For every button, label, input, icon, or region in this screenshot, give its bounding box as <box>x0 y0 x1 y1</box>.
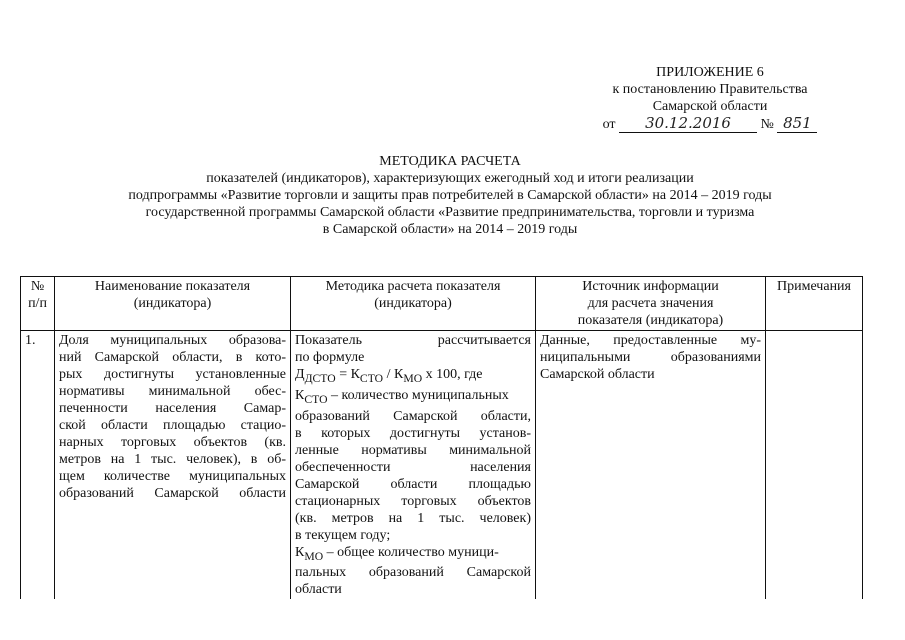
appendix-title: ПРИЛОЖЕНИЕ 6 <box>656 65 764 80</box>
header-name-line: (индикатора) <box>133 296 212 311</box>
document-title: МЕТОДИКА РАСЧЕТА <box>379 154 521 169</box>
date-prefix: от <box>602 117 616 132</box>
header-source-line: Источник информации <box>582 279 719 294</box>
source-line: ниципальными образованиями <box>540 350 761 365</box>
definition-text: – общее количество муници- <box>323 544 499 560</box>
information-source-cell <box>536 331 766 600</box>
indicator-name-line: ской области площадью стацио- <box>59 418 286 433</box>
indicator-name-line: нарных торговых объектов (кв. <box>59 435 286 450</box>
indicator-name-cell <box>55 331 291 600</box>
method-line: образований Самарской области, <box>295 408 531 424</box>
indicator-name-line: рых достигнуты установленные <box>59 367 286 382</box>
definition-kmo <box>295 544 531 565</box>
method-line: в текущем году; <box>295 527 391 543</box>
header-number <box>21 277 55 331</box>
header-number-line: п/п <box>28 296 47 311</box>
indicator-name-line: печенности населения Самар- <box>59 401 286 416</box>
method-line: (кв. метров на 1 тыс. человек) <box>295 510 531 526</box>
source-line: Самарской области <box>540 367 655 382</box>
notes-cell <box>766 331 863 600</box>
indicator-name-line: нормативы минимальной обес- <box>59 384 286 399</box>
calculation-method-cell <box>291 331 536 600</box>
formula-part: Д <box>295 367 305 382</box>
method-line: стационарных торговых объектов <box>295 493 531 509</box>
table-row <box>21 331 863 600</box>
definition-subscript: МО <box>304 549 324 563</box>
heading-line-4: в Самарской области» на 2014 – 2019 годы <box>322 222 578 237</box>
header-number-line: № <box>30 279 45 294</box>
definition-symbol: К <box>295 544 305 560</box>
header-method-line: (индикатора) <box>374 296 452 311</box>
heading-line-2: подпрограммы «Развитие торговли и защиты прав потребителей в Самарской области» на 2014 – 2019 годы <box>128 188 772 203</box>
method-line: Самарской области площадью <box>295 476 531 492</box>
appendix-block <box>560 64 860 132</box>
handwritten-date: 30.12.2016 <box>619 115 757 133</box>
appendix-line-3: Самарской области <box>652 99 768 114</box>
indicator-name-line: Доля муниципальных образова- <box>59 333 286 348</box>
header-notes <box>766 277 863 331</box>
definition-subscript: СТО <box>304 392 328 406</box>
indicator-name-line: щем количестве муниципальных <box>59 469 286 484</box>
method-line: области <box>295 582 342 598</box>
number-prefix: № <box>760 117 774 132</box>
appendix-date-row <box>560 115 860 132</box>
formula-part: / К <box>383 367 404 382</box>
header-name-line: Наименование показателя <box>94 279 251 294</box>
definition-kcto <box>295 387 531 408</box>
appendix-line-2: к постановлению Правительства <box>612 82 808 97</box>
method-line: обеспеченности населения <box>295 459 531 475</box>
header-source-line: показателя (индикатора) <box>577 313 724 328</box>
handwritten-number: 851 <box>777 115 817 133</box>
header-calculation-method <box>291 277 536 331</box>
method-line: по формуле <box>295 350 365 365</box>
method-line: в которых достигнуты установ- <box>295 425 531 441</box>
formula-part: х 100, где <box>422 367 483 382</box>
header-method-line: Методика расчета показателя <box>325 279 501 294</box>
document-heading <box>60 153 840 238</box>
formula-part: = К <box>335 367 360 382</box>
indicator-name-line: образований Самарской области <box>59 486 286 501</box>
heading-line-1: показателей (индикаторов), характеризующих ежегодный ход и итоги реализации <box>206 171 694 186</box>
heading-line-3: государственной программы Самарской области «Развитие предпринимательства, торговли и туризма <box>145 205 755 220</box>
formula-subscript: ДСТО <box>304 371 336 385</box>
table-header-row <box>21 277 863 331</box>
formula-line <box>295 366 531 387</box>
source-line: Данные, предоставленные му- <box>540 333 761 348</box>
definition-text: – количество муниципальных <box>327 387 509 403</box>
row-number: 1. <box>21 331 55 600</box>
header-indicator-name <box>55 277 291 331</box>
indicator-name-line: метров на 1 тыс. человек), в об- <box>59 452 286 467</box>
header-source-line: для расчета значения <box>587 296 714 311</box>
methodology-table <box>20 276 863 599</box>
indicator-name-line: ний Самарской области, в кото- <box>59 350 286 365</box>
method-line: ленные нормативы минимальной <box>295 442 531 458</box>
method-line: Показатель рассчитывается <box>295 333 531 348</box>
formula-subscript: СТО <box>359 371 384 385</box>
formula-subscript: МО <box>403 371 423 385</box>
header-notes-line: Примечания <box>776 279 851 294</box>
header-information-source <box>536 277 766 331</box>
method-line: пальных образований Самарской <box>295 565 531 581</box>
definition-symbol: К <box>295 387 305 403</box>
